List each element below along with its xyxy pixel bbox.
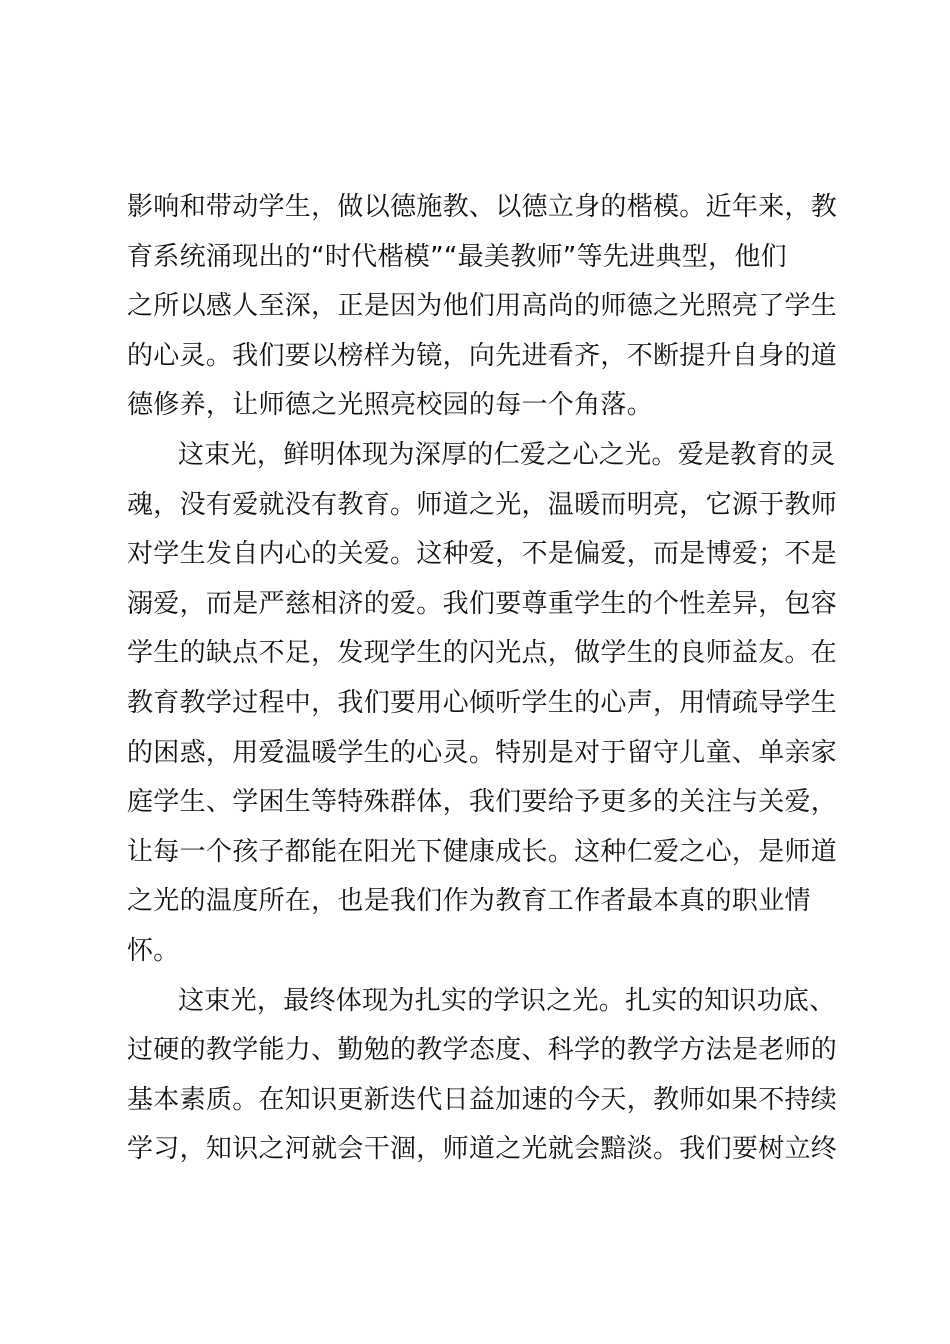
text-line: 育系统涌现出的“时代楷模”“最美教师”等先进典型，他们 <box>127 241 787 272</box>
text-line: 之所以感人至深，正是因为他们用高尚的师德之光照亮了学生 <box>127 291 838 322</box>
text-line: 怀。 <box>127 935 180 966</box>
text-line: 魂，没有爱就没有教育。师道之光，温暖而明亮，它源于教师 <box>127 489 838 520</box>
text-line: 学生的缺点不足，发现学生的闪光点，做学生的良师益友。在 <box>127 638 838 669</box>
text-line: 的心灵。我们要以榜样为镜，向先进看齐，不断提升自身的道 <box>127 340 838 371</box>
text-line: 溺爱，而是严慈相济的爱。我们要尊重学生的个性差异，包容 <box>127 588 838 619</box>
text-line: 让每一个孩子都能在阳光下健康成长。这种仁爱之心，是师道 <box>127 836 838 867</box>
text-line: 这束光，最终体现为扎实的学识之光。扎实的知识功底、 <box>178 985 836 1016</box>
text-line: 德修养，让师德之光照亮校园的每一个角落。 <box>127 390 654 421</box>
paragraph-2 <box>127 431 838 977</box>
text-line: 对学生发自内心的关爱。这种爱，不是偏爱，而是博爱；不是 <box>127 539 838 570</box>
text-line: 之光的温度所在，也是我们作为教育工作者最本真的职业情 <box>127 886 811 917</box>
document-body <box>127 183 838 1175</box>
text-line: 影响和带动学生，做以德施教、以德立身的楷模。近年来，教 <box>127 192 838 222</box>
text-line: 学习，知识之河就会干涸，师道之光就会黯淡。我们要树立终 <box>127 1134 838 1165</box>
paragraph-3 <box>127 977 838 1175</box>
text-line: 庭学生、学困生等特殊群体，我们要给予更多的关注与关爱， <box>127 787 838 818</box>
text-line: 教育教学过程中，我们要用心倾听学生的心声，用情疏导学生 <box>127 687 838 718</box>
paragraph-1 <box>127 183 838 431</box>
text-line: 基本素质。在知识更新迭代日益加速的今天，教师如果不持续 <box>127 1084 838 1115</box>
text-line: 这束光，鲜明体现为深厚的仁爱之心之光。爱是教育的灵 <box>178 439 836 470</box>
text-line: 的困惑，用爱温暖学生的心灵。特别是对于留守儿童、单亲家 <box>127 737 838 768</box>
text-line: 过硬的教学能力、勤勉的教学态度、科学的教学方法是老师的 <box>127 1035 838 1066</box>
